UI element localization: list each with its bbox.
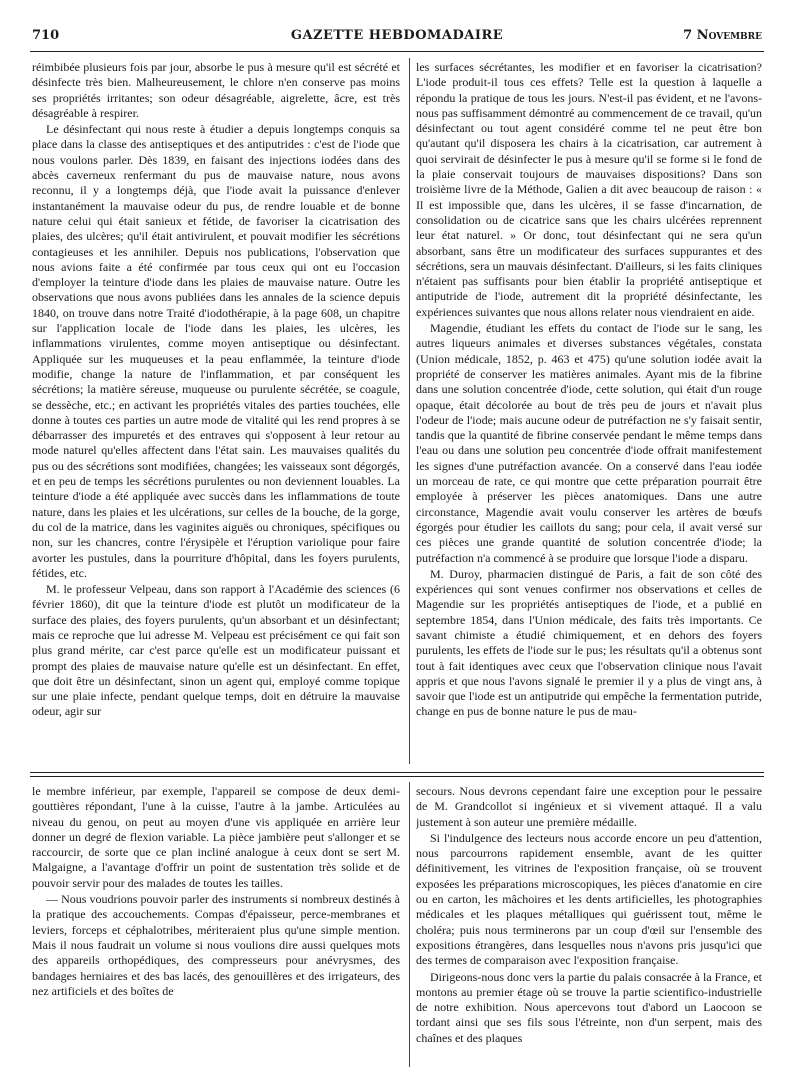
journal-title: GAZETTE HEBDOMADAIRE (290, 28, 504, 43)
paragraph: Si l'indulgence des lecteurs nous accorde encore un peu d'attention, nous parcourrons rapidement ensemble, avant de les quitter définitivement, les vitrines de l'exposition française, où se trouvent exposées les préparations microscopiques, les pièces d'anatomie en cire ou en carton, les mâchoires et les dents artificielles, les photographies médicales et les plaques métalliques qui guérissent tout, même le choléra; puis nous terminerons par un coup d'œil sur l'ensemble des expositions étrangères, dans lesquelles nous n'avons pris jusqu'ici que des termes de comparaison avec l'exposition française. (416, 830, 762, 968)
paragraph: Dirigeons-nous donc vers la partie du palais consacrée à la France, et montons au premier étage où se trouve la partie scientifico-industrielle de notre exhibition. Nous apercevons tout d'abord un Laocoon se tordant ainsi que ses fils sous l'étreinte, non d'un serpent, mais des chaînes et des plaques (416, 969, 762, 1045)
section-double-rule (30, 772, 764, 773)
column-divider-top (409, 58, 410, 764)
page-header (32, 28, 762, 48)
column-divider-bottom (409, 782, 410, 1067)
paragraph: — Nous voudrions pouvoir parler des instruments si nombreux destinés à la pratique des accouchements. Compas d'épaisseur, perce-membranes et leviers, forceps et céphalotribes, mériteraient plus qu'une simple mention. Mais il nous faudrait un volume si nous voulions dire aussi quelques mots des appareils orthopédiques, des compresseurs pour anévrysmes, des bandages herniaires et des bas lacés, des genouillères et des irrigateurs, des nez artificiels et des boîtes de (32, 892, 400, 998)
article-column-top-left (32, 60, 400, 764)
article-column-top-right (416, 60, 762, 764)
article-column-bottom-right (416, 784, 762, 1069)
paragraph: Le désinfectant qui nous reste à étudier a depuis longtemps conquis sa place dans la classe des antiseptiques et des antiputrides : c'est de l'iode que nous voulons parler. Dès 1839, en faisant des injections iodées dans des abcès caverneux renfermant du pus de mauvaise nature, nous avons reconnu, il y a longtemps déjà, que l'iode avait la puissance d'enlever instantanément la mauvaise odeur du pus, de rendre louable et de bonne nature celui qui était sanieux et fétide, de favoriser la cicatrisation des plaies, des ulcères; qu'il était antivirulent, et pouvait modifier les sécrétions contagieuses et les annihiler. Depuis nos publications, l'observation que nous avions faite a été confirmée par tous ceux qui ont eu l'occasion d'employer la teinture d'iode dans les plaies de mauvaise nature. Outre les observations que nous avons publiées dans les annales de la science depuis 1840, on trouve dans notre Traité d'iodothérapie, à la page 608, un chapitre sur l'application locale de l'iode dans les plaies, les ulcères, les inflammations virulentes, comme moyen antiseptique ou désinfectant. Appliquée sur les muqueuses et la peau enflammée, la teinture d'iode modifie, change la nature de l'inflammation, et par conséquent les sécrétions; la matière séreuse, muqueuse ou purulente sécrétée, se coagule, se dessèche, etc.; en activant les propriétés vitales des parties touchées, elle donne à toutes ces parties un autre mode de vitalité qui les rend propres à se débarrasser des impuretés et des entraves qui s'opposent à leur retour au mode naturel qu'elles affectent dans l'état sain. Les mauvaises qualités du pus ou des sécrétions sont modifiées, changées; les vaisseaux sont dégorgés, et en peu de temps les sécrétions purulentes ou non deviennent louables. La teinture d'iode a été appliquée avec succès dans les inflammations de toute nature, dans les plaies et les ulcérations, sur celles de la bouche, de la gorge, du col de la matrice, dans les vaginites aiguës ou chroniques, spécifiques ou non, sur les chancres, contre l'érysipèle et l'éruption variolique pour faire avorter les pustules, dans la pourriture d'hôpital, dans les foyers purulents, fétides, etc. (32, 122, 400, 580)
paragraph: le membre inférieur, par exemple, l'appareil se compose de deux demi-gouttières répondant, l'une à la cuisse, l'autre à la jambe. Articulées au niveau du genou, on peut au moyen d'une vis appliquée en arrière leur donner un degré de flexion variable. La pièce jambière peut s'allonger et se raccourcir, de sorte que ce plan incliné analogue à ceux dont se sert M. Malgaigne, a l'avantage d'offrir un point de sustentation très solide et de pouvoir servir pour des malades de toutes les tailles. (32, 784, 400, 890)
paragraph: secours. Nous devrons cependant faire une exception pour le pessaire de M. Grandcollot si ingénieux et si vivement attaqué. Il a valu justement à son auteur une première médaille. (416, 784, 762, 829)
header-rule (30, 51, 764, 52)
article-column-bottom-left (32, 784, 400, 1069)
paragraph: M. Duroy, pharmacien distingué de Paris, a fait de son côté des expériences qui sont venues confirmer nos observations et celles de Magendie sur les propriétés antiseptiques de l'iode, et a publié en septembre 1854, dans l'Union médicale, des faits très importants. Ce savant chimiste a étudié chimiquement, et en dehors des foyers purulents, les effets de l'iode sur le pus; les résultats qu'il a obtenus sont tout à fait identiques avec ceux que l'observation clinique nous l'avait appris et que nous l'avons signalé le premier il y a plus de vingt ans, à savoir que l'iode est un antiputride qui empêche la fermentation putride, change en pus de bonne nature le pus de mau- (416, 566, 762, 719)
paragraph: M. le professeur Velpeau, dans son rapport à l'Académie des sciences (6 février 1860), dit que la teinture d'iode est plutôt un modificateur de la surface des plaies, des foyers purulents, qu'un absorbant et un désinfectant; mais ce reproche que lui adresse M. Velpeau est précisément ce qui fait son plus grand mérite, car c'est parce qu'elle est un modificateur puissant et prompt des plaies de mauvaise nature qu'elle est un désinfectant. En effet, que doit être un désinfectant, sinon un agent qui, employé comme topique sur une plaie infecte, pendant quelque temps, doit en détruire la mauvaise odeur, agir sur (32, 582, 400, 719)
paragraph: réimbibée plusieurs fois par jour, absorbe le pus à mesure qu'il est sécrété et désinfecte très bien. Malheureusement, le chlore n'en conserve pas moins ses propriétés irritantes; son odeur désagréable, aigrelette, âcre, est très désagréable à respirer. (32, 60, 400, 120)
page-number: 710 (32, 28, 60, 43)
issue-date: 7 Novembre (683, 28, 762, 43)
paragraph: les surfaces sécrétantes, les modifier et en favoriser la cicatrisation? L'iode produit-il tous ces effets? Telle est la question à laquelle a répondu la pratique de tous les jours. N'est-il pas évident, et ne l'avons-nous pas suffisamment démontré au commencement de ce travail, qu'un désinfectant ou tout agent considéré comme tel ne peut être bon qu'autant qu'il disposera les chairs à la cicatrisation, car autrement à quoi servirait de désinfecter le pus à mesure qu'il se forme si le fond de la plaie conservait toujours de mauvaises dispositions? Dans son troisième livre de la Méthode, Galien a dit avec beaucoup de raison : « Il est impossible que, dans les ulcères, il se fasse d'incarnation, de consolidation ou de cicatrice sans que les chairs ulcérées reprennent leur état naturel. » Or donc, tout désinfectant qui ne sera qu'un absorbant, sans être un modificateur des surfaces suppurantes et des sécrétions, sera un mauvais désinfectant. D'ailleurs, si les faits cliniques n'étaient pas suffisants pour bien établir la propriété antiseptique et antiputride de l'iode, autrement dit la propriété désinfectante, les expériences suivantes que nous allons relater nous viendraient en aide. (416, 60, 762, 319)
paragraph: Magendie, étudiant les effets du contact de l'iode sur le sang, les autres liqueurs animales et diverses substances végétales, constata (Union médicale, 1852, p. 463 et 475) qu'une solution iodée avait la propriété de conserver les matières animales. Ayant mis de la fibrine dans une solution concentrée d'iode, cette solution, qui était d'un rouge opaque, était décolorée au bout de très peu de jours et n'avait plus l'odeur de l'iode; mais aucune odeur de putréfaction ne s'y faisait sentir, tandis que la quantité de fibrine conservée pendant le même temps dans l'eau ou dans une solution peu concentrée d'iode offrait manifestement les signes d'une putréfaction avancée. On a conservé dans l'eau iodée un morceau de rate, ce qui montre que cette préparation pourrait être employée à préserver les pièces anatomiques. Dans une autre circonstance, Magendie avait voulu conserver les artères de bœufs égorgés pour étudier les caillots du sang; pour cela, il avait versé sur ces pièces une grande quantité de solution concentrée d'iode; la putréfaction n'a commencé à se produire que lorsque l'iode a disparu. (416, 321, 762, 565)
